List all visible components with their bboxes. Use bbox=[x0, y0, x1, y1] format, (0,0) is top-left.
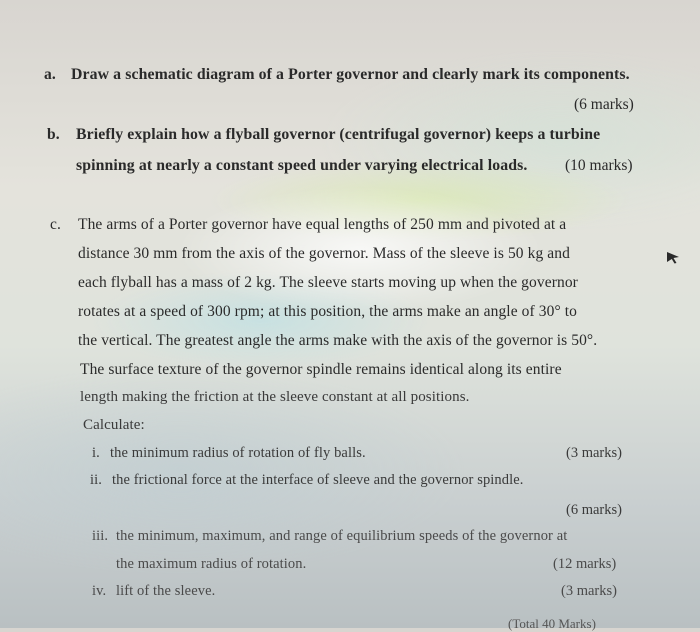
part-ii-marks: (6 marks) bbox=[566, 502, 622, 518]
question-c-label: c. bbox=[50, 216, 61, 233]
part-iv-marks: (3 marks) bbox=[561, 583, 617, 599]
question-a-text: Draw a schematic diagram of a Porter governor and clearly mark its components. bbox=[71, 66, 630, 83]
part-iii-text: the minimum, maximum, and range of equilibrium speeds of the governor at bbox=[116, 528, 568, 544]
cursor-arrow-icon bbox=[666, 250, 680, 264]
question-c-line-3: each flyball has a mass of 2 kg. The sleeve starts moving up when the governor bbox=[78, 274, 578, 291]
question-c-line-5: the vertical. The greatest angle the arms make with the axis of the governor is 50°. bbox=[78, 332, 598, 349]
question-c-line-2: distance 30 mm from the axis of the governor. Mass of the sleeve is 50 kg and bbox=[78, 245, 570, 262]
question-a-label: a. bbox=[44, 66, 56, 83]
question-b-line1: Briefly explain how a flyball governor (centrifugal governor) keeps a turbine bbox=[76, 126, 601, 143]
part-iv-text: lift of the sleeve. bbox=[116, 583, 216, 599]
calculate-label: Calculate: bbox=[83, 417, 145, 433]
part-i-num: i. bbox=[92, 445, 100, 461]
question-c-line-7: length making the friction at the sleeve constant at all positions. bbox=[80, 389, 470, 405]
part-iii-text-2: the maximum radius of rotation. bbox=[116, 556, 307, 572]
question-b-label: b. bbox=[47, 126, 60, 143]
question-b-marks: (10 marks) bbox=[565, 157, 633, 174]
part-iv-num: iv. bbox=[92, 583, 107, 599]
question-b-line2: spinning at nearly a constant speed under varying electrical loads. bbox=[76, 157, 528, 174]
question-c-line-4: rotates at a speed of 300 rpm; at this position, the arms make an angle of 30° to bbox=[78, 303, 577, 320]
question-a-marks: (6 marks) bbox=[574, 96, 634, 113]
part-i-marks: (3 marks) bbox=[566, 445, 622, 461]
part-i-text: the minimum radius of rotation of fly balls. bbox=[110, 445, 366, 461]
question-c-line-6: The surface texture of the governor spindle remains identical along its entire bbox=[80, 361, 562, 378]
part-ii-num: ii. bbox=[90, 472, 102, 488]
question-c-line-1: The arms of a Porter governor have equal lengths of 250 mm and pivoted at a bbox=[78, 216, 567, 233]
part-ii-text: the frictional force at the interface of sleeve and the governor spindle. bbox=[112, 472, 524, 488]
total-marks: (Total 40 Marks) bbox=[508, 616, 596, 631]
part-iii-marks: (12 marks) bbox=[553, 556, 617, 572]
part-iii-num: iii. bbox=[92, 528, 109, 544]
